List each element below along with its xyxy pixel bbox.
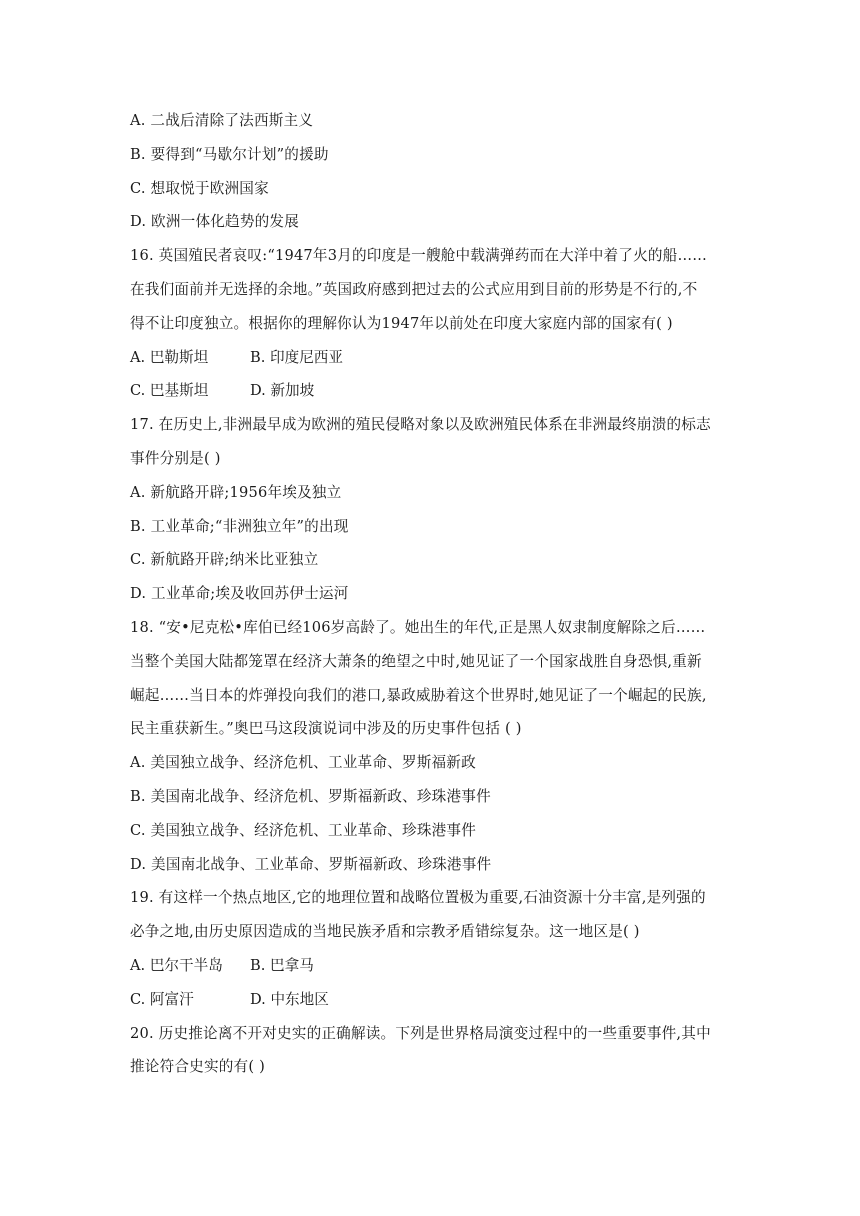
option-a: A. 新航路开辟;1956年埃及独立 [130,483,342,501]
question-19 [130,881,736,1016]
question-16-stem-line-1: 16. 英国殖民者哀叹:“1947年3月的印度是一艘舱中载满弹药而在大洋中着了火的船…… [130,247,708,265]
question-17-stem-line-2: 事件分别是( ) [130,449,221,467]
option-b: B. 巴拿马 [250,956,314,974]
option-b: B. 要得到“马歇尔计划”的援助 [130,145,329,163]
question-18-stem-line-2: 当整个美国大陆都笼罩在经济大萧条的绝望之中时,她见证了一个国家战胜自身恐惧,重新 [130,652,702,670]
question-16-options-row-2 [130,374,736,408]
option-b: B. 印度尼西亚 [250,348,343,366]
option-c: C. 想取悦于欧洲国家 [130,179,269,197]
question-19-options-row-1 [130,949,736,983]
exam-page [130,104,736,1084]
question-20-stem-line-1: 20. 历史推论离不开对史实的正确解读。下列是世界格局演变过程中的一些重要事件,其中 [130,1024,711,1042]
option-d: D. 美国南北战争、工业革命、罗斯福新政、珍珠港事件 [130,855,492,873]
option-d: D. 新加坡 [250,382,315,400]
option-b: B. 美国南北战争、经济危机、罗斯福新政、珍珠港事件 [130,787,491,805]
question-15-options [130,104,736,239]
question-20-stem-line-2: 推论符合史实的有( ) [130,1058,265,1076]
option-a: A. 美国独立战争、经济危机、工业革命、罗斯福新政 [130,754,476,772]
question-18-stem-line-1: 18. “安•尼克松•库伯已经106岁高龄了。她出生的年代,正是黑人奴隶制度解除之后…… [130,618,706,636]
question-16-stem-line-2: 在我们面前并无选择的余地。”英国政府感到把过去的公式应用到目前的形势是不行的,不 [130,280,698,298]
option-d: D. 欧洲一体化趋势的发展 [130,213,299,231]
question-18-stem-line-4: 民主重获新生。”奥巴马这段演说词中涉及的历史事件包括 ( ) [130,720,522,738]
option-c: C. 新航路开辟;纳米比亚独立 [130,551,319,569]
option-c: C. 阿富汗 [130,990,194,1008]
option-c: C. 美国独立战争、经济危机、工业革命、珍珠港事件 [130,821,476,839]
option-b: B. 工业革命;“非洲独立年”的出现 [130,517,349,535]
question-16 [130,239,736,408]
question-16-stem-line-3: 得不让印度独立。根据你的理解你认为1947年以前处在印度大家庭内部的国家有( ) [130,314,673,332]
question-17-stem-line-1: 17. 在历史上,非洲最早成为欧洲的殖民侵略对象以及欧洲殖民体系在非洲最终崩溃的标志 [130,416,711,434]
question-20 [130,1017,736,1085]
option-d: D. 中东地区 [250,990,329,1008]
question-16-options-row-1 [130,341,736,375]
question-18-stem-line-3: 崛起……当日本的炸弹投向我们的港口,暴政威胁着这个世界时,她见证了一个崛起的民族, [130,686,707,704]
option-a: A. 巴尔干半岛 [130,956,223,974]
option-a: A. 二战后清除了法西斯主义 [130,112,314,129]
question-19-options-row-2 [130,983,736,1017]
question-18 [130,611,736,881]
question-19-stem-line-2: 必争之地,由历史原因造成的当地民族矛盾和宗教矛盾错综复杂。这一地区是( ) [130,923,640,941]
question-19-stem-line-1: 19. 有这样一个热点地区,它的地理位置和战略位置极为重要,石油资源十分丰富,是列强的 [130,889,706,907]
option-a: A. 巴勒斯坦 [130,348,209,366]
option-c: C. 巴基斯坦 [130,382,209,400]
question-17 [130,408,736,611]
option-d: D. 工业革命;埃及收回苏伊士运河 [130,585,349,603]
